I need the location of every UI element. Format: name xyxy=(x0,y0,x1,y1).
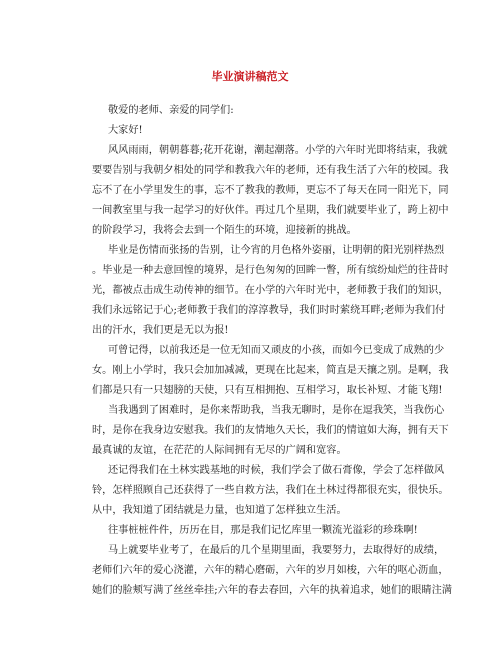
salutation: 敬爱的老师、亲爱的同学们: xyxy=(108,105,234,116)
paragraph-line: 们都是只有一只翅膀的天使，只有互相拥抱、互相学习，取长补短、才能飞翔! xyxy=(92,385,443,396)
paragraph-line: 可曾记得，以前我还是一位无知而又顽皮的小孩，而如今已变成了成熟的少 xyxy=(108,345,445,356)
paragraph-line: 一间教室里与我一起学习的好伙伴。再过几个星期，我们就要毕业了，跨上初中 xyxy=(92,205,449,216)
paragraph-line: 女。刚上小学时，我只会加加减减，更现在比起来，简直是天攘之别。是啊，我 xyxy=(92,365,449,376)
paragraph-line: 我们永远铭记于心;老师教于我们的淳淳教导，我们时时萦绕耳畔;老师为我们付 xyxy=(92,305,446,316)
paragraph-line: 光，都被点击成生动传神的细节。在小学的六年时光中，老师教于我们的知识， xyxy=(92,285,449,296)
paragraph-line: 往事桩桩件件，历历在目，那是我们记忆库里一颗流光溢彩的珍珠啊! xyxy=(108,525,418,536)
paragraph-line: 风风雨雨，朝朝暮暮;花开花谢，潮起潮落。小学的六年时光即将结束，我就 xyxy=(108,145,448,156)
paragraph-line: 从中，我知道了团结就是力量，也知道了怎样独立生活。 xyxy=(92,505,347,516)
paragraph-line: 老师们六年的爱心浇灌，六年的精心磨砺，六年的岁月如梭，六年的呕心沥血， xyxy=(92,565,449,576)
paragraph-line: 。毕业是一种去意回惶的境界，是行色匆匆的回眸一瞥，所有缤纷灿烂的往昔时 xyxy=(92,265,449,276)
paragraph-line: 马上就要毕业考了，在最后的几个星期里面，我要努力，去取得好的成绩， xyxy=(108,545,445,556)
paragraph-line: 毕业是伤情而张扬的告别，让今宵的月色格外姿丽，让明朝的阳光别样热烈 xyxy=(108,245,445,256)
paragraph-line: 时，是你在我身边安慰我。我们的友情地久天长，我们的情谊如大海，拥有天下 xyxy=(92,425,449,436)
paragraph-line: 她们的脸颊写满了丝丝牵挂;六年的春去春回，六年的执着追求，她们的眼睛注满 xyxy=(92,585,452,596)
paragraph-line: 当我遇到了困难时，是你来帮助我，当我无聊时，是你在逗我笑，当我伤心 xyxy=(108,405,445,416)
paragraph-line: 铃，怎样照顾自己还获得了一些自救方法，我们在土林过得都很充实，很快乐。 xyxy=(92,485,449,496)
document-title: 毕业演讲稿范文 xyxy=(211,70,289,83)
paragraph-line: 还记得我们在土林实践基地的时候，我们学会了做石膏像，学会了怎样做风 xyxy=(108,465,445,476)
paragraph-line: 的阶段学习，我将会去到一个陌生的环境，迎接新的挑战。 xyxy=(92,225,357,236)
paragraph-line: 要要告别与我朝夕相处的同学和教我六年的老师，还有我生活了六年的校园。我 xyxy=(92,165,449,176)
paragraph-line: 忘不了在小学里发生的事，忘不了教我的教师，更忘不了每天在同一阳光下，同 xyxy=(92,185,449,196)
greeting: 大家好! xyxy=(108,125,143,136)
paragraph-line: 最真诚的友谊，在茫茫的人际间拥有无尽的广阔和宽容。 xyxy=(92,445,347,456)
paragraph-line: 出的汗水，我们更是无以为报! xyxy=(92,325,229,336)
